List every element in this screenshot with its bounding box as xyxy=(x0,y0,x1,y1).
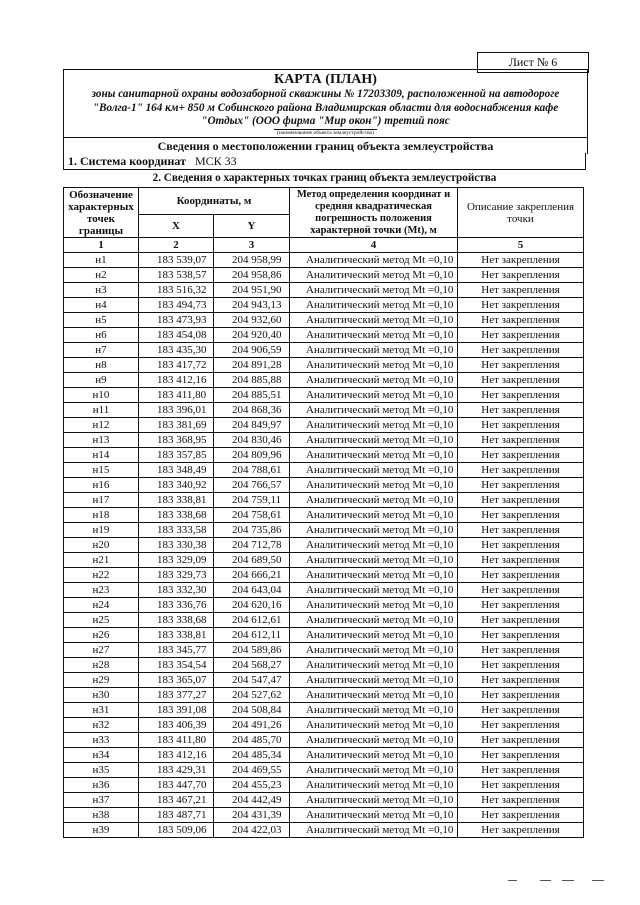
coord-x: 183 340,92 xyxy=(139,478,214,493)
fixation: Нет закрепления xyxy=(458,463,584,478)
fixation: Нет закрепления xyxy=(458,568,584,583)
point-id: н9 xyxy=(64,373,139,388)
table-row xyxy=(64,628,584,643)
method: Аналитический метод Mt =0,10 xyxy=(290,673,458,688)
point-id: н36 xyxy=(64,778,139,793)
boundary-points-table xyxy=(63,187,584,838)
method: Аналитический метод Mt =0,10 xyxy=(290,373,458,388)
table-row xyxy=(64,778,584,793)
method: Аналитический метод Mt =0,10 xyxy=(290,493,458,508)
method: Аналитический метод Mt =0,10 xyxy=(290,658,458,673)
fixation: Нет закрепления xyxy=(458,418,584,433)
table-row xyxy=(64,523,584,538)
method: Аналитический метод Mt =0,10 xyxy=(290,448,458,463)
coord-x: 183 377,27 xyxy=(139,688,214,703)
fixation: Нет закрепления xyxy=(458,748,584,763)
point-id: н7 xyxy=(64,343,139,358)
method: Аналитический метод Mt =0,10 xyxy=(290,403,458,418)
coord-y: 204 758,61 xyxy=(214,508,290,523)
coordinate-system-label: 1. Система координат xyxy=(68,154,186,168)
scan-mark xyxy=(562,880,574,881)
table-row xyxy=(64,403,584,418)
coord-x: 183 329,73 xyxy=(139,568,214,583)
table-row xyxy=(64,748,584,763)
coord-y: 204 643,04 xyxy=(214,583,290,598)
coord-y: 204 612,11 xyxy=(214,628,290,643)
table-row xyxy=(64,583,584,598)
point-id: н12 xyxy=(64,418,139,433)
section-2-title: 2. Сведения о характерных точках границ объекта землеустройства xyxy=(152,172,497,184)
table-row xyxy=(64,388,584,403)
coord-x: 183 487,71 xyxy=(139,808,214,823)
fixation: Нет закрепления xyxy=(458,703,584,718)
coord-y: 204 932,60 xyxy=(214,313,290,328)
subtitle-note: (наименование объекта землеустройства) xyxy=(274,129,377,136)
coord-y: 204 712,78 xyxy=(214,538,290,553)
method: Аналитический метод Mt =0,10 xyxy=(290,718,458,733)
coordinate-system-row xyxy=(63,153,586,170)
method: Аналитический метод Mt =0,10 xyxy=(290,553,458,568)
fixation: Нет закрепления xyxy=(458,448,584,463)
fixation: Нет закрепления xyxy=(458,388,584,403)
coord-y: 204 666,21 xyxy=(214,568,290,583)
point-id: н32 xyxy=(64,718,139,733)
coord-y: 204 759,11 xyxy=(214,493,290,508)
point-id: н10 xyxy=(64,388,139,403)
coord-x: 183 509,06 xyxy=(139,823,214,838)
method: Аналитический метод Mt =0,10 xyxy=(290,568,458,583)
coord-x: 183 539,07 xyxy=(139,253,214,268)
fixation: Нет закрепления xyxy=(458,613,584,628)
point-id: н2 xyxy=(64,268,139,283)
fixation: Нет закрепления xyxy=(458,718,584,733)
point-id: н34 xyxy=(64,748,139,763)
point-id: н4 xyxy=(64,298,139,313)
coord-y: 204 906,59 xyxy=(214,343,290,358)
coord-x: 183 467,21 xyxy=(139,793,214,808)
table-row xyxy=(64,598,584,613)
coord-y: 204 508,84 xyxy=(214,703,290,718)
method: Аналитический метод Mt =0,10 xyxy=(290,328,458,343)
method: Аналитический метод Mt =0,10 xyxy=(290,628,458,643)
method: Аналитический метод Mt =0,10 xyxy=(290,823,458,838)
fixation: Нет закрепления xyxy=(458,373,584,388)
table-row xyxy=(64,568,584,583)
table-row xyxy=(64,253,584,268)
coord-y: 204 958,99 xyxy=(214,253,290,268)
method: Аналитический метод Mt =0,10 xyxy=(290,268,458,283)
point-id: н23 xyxy=(64,583,139,598)
table-row xyxy=(64,493,584,508)
table-row xyxy=(64,733,584,748)
coord-y: 204 422,03 xyxy=(214,823,290,838)
fixation: Нет закрепления xyxy=(458,778,584,793)
coord-x: 183 412,16 xyxy=(139,748,214,763)
table-row xyxy=(64,343,584,358)
coord-y: 204 958,86 xyxy=(214,268,290,283)
fixation: Нет закрепления xyxy=(458,433,584,448)
method: Аналитический метод Mt =0,10 xyxy=(290,763,458,778)
table-row xyxy=(64,823,584,838)
fixation: Нет закрепления xyxy=(458,343,584,358)
coord-y: 204 885,88 xyxy=(214,373,290,388)
fixation: Нет закрепления xyxy=(458,823,584,838)
method: Аналитический метод Mt =0,10 xyxy=(290,358,458,373)
point-id: н5 xyxy=(64,313,139,328)
coord-x: 183 368,95 xyxy=(139,433,214,448)
fixation: Нет закрепления xyxy=(458,793,584,808)
fixation: Нет закрепления xyxy=(458,313,584,328)
table-row xyxy=(64,448,584,463)
coord-y: 204 920,40 xyxy=(214,328,290,343)
method: Аналитический метод Mt =0,10 xyxy=(290,418,458,433)
point-id: н6 xyxy=(64,328,139,343)
table-row xyxy=(64,718,584,733)
coord-x: 183 516,32 xyxy=(139,283,214,298)
coord-x: 183 406,39 xyxy=(139,718,214,733)
coord-y: 204 455,23 xyxy=(214,778,290,793)
table-row xyxy=(64,418,584,433)
method: Аналитический метод Mt =0,10 xyxy=(290,523,458,538)
coord-x: 183 473,93 xyxy=(139,313,214,328)
coord-x: 183 447,70 xyxy=(139,778,214,793)
table-row xyxy=(64,703,584,718)
coord-x: 183 348,49 xyxy=(139,463,214,478)
point-id: н3 xyxy=(64,283,139,298)
point-id: н11 xyxy=(64,403,139,418)
fixation: Нет закрепления xyxy=(458,553,584,568)
fixation: Нет закрепления xyxy=(458,658,584,673)
subtitle-line-3: "Отдых" (ООО фирма "Мир окон") третий пояс xyxy=(201,115,450,127)
coord-x: 183 338,68 xyxy=(139,508,214,523)
method: Аналитический метод Mt =0,10 xyxy=(290,643,458,658)
coord-x: 183 381,69 xyxy=(139,418,214,433)
coord-x: 183 354,54 xyxy=(139,658,214,673)
coord-x: 183 336,76 xyxy=(139,598,214,613)
coord-x: 183 454,08 xyxy=(139,328,214,343)
coord-x: 183 338,81 xyxy=(139,628,214,643)
coord-y: 204 485,34 xyxy=(214,748,290,763)
col-number: 4 xyxy=(290,238,458,253)
method: Аналитический метод Mt =0,10 xyxy=(290,793,458,808)
table-row xyxy=(64,298,584,313)
coord-y: 204 469,55 xyxy=(214,763,290,778)
coord-y: 204 442,49 xyxy=(214,793,290,808)
header-description: Описание закрепления точки xyxy=(458,188,584,238)
point-id: н31 xyxy=(64,703,139,718)
point-id: н33 xyxy=(64,733,139,748)
fixation: Нет закрепления xyxy=(458,673,584,688)
coord-x: 183 435,30 xyxy=(139,343,214,358)
header-x: X xyxy=(139,215,214,238)
coord-y: 204 809,96 xyxy=(214,448,290,463)
point-id: н28 xyxy=(64,658,139,673)
method: Аналитический метод Mt =0,10 xyxy=(290,538,458,553)
scan-mark xyxy=(508,880,517,881)
table-row xyxy=(64,433,584,448)
point-id: н21 xyxy=(64,553,139,568)
fixation: Нет закрепления xyxy=(458,523,584,538)
fixation: Нет закрепления xyxy=(458,328,584,343)
fixation: Нет закрепления xyxy=(458,643,584,658)
coord-y: 204 735,86 xyxy=(214,523,290,538)
coord-x: 183 494,73 xyxy=(139,298,214,313)
fixation: Нет закрепления xyxy=(458,733,584,748)
point-id: н37 xyxy=(64,793,139,808)
fixation: Нет закрепления xyxy=(458,298,584,313)
point-id: н35 xyxy=(64,763,139,778)
coord-y: 204 689,50 xyxy=(214,553,290,568)
method: Аналитический метод Mt =0,10 xyxy=(290,808,458,823)
method: Аналитический метод Mt =0,10 xyxy=(290,463,458,478)
coord-y: 204 485,70 xyxy=(214,733,290,748)
coord-x: 183 338,81 xyxy=(139,493,214,508)
fixation: Нет закрепления xyxy=(458,493,584,508)
method: Аналитический метод Mt =0,10 xyxy=(290,388,458,403)
method: Аналитический метод Mt =0,10 xyxy=(290,613,458,628)
header-point: Обозначение характерных точек границы xyxy=(64,188,139,238)
point-id: н38 xyxy=(64,808,139,823)
sheet-number: Лист № 6 xyxy=(477,52,589,73)
fixation: Нет закрепления xyxy=(458,688,584,703)
fixation: Нет закрепления xyxy=(458,628,584,643)
point-id: н19 xyxy=(64,523,139,538)
scan-mark xyxy=(592,880,604,881)
coord-x: 183 332,30 xyxy=(139,583,214,598)
coord-y: 204 830,46 xyxy=(214,433,290,448)
coord-x: 183 391,08 xyxy=(139,703,214,718)
method: Аналитический метод Mt =0,10 xyxy=(290,508,458,523)
point-id: н25 xyxy=(64,613,139,628)
method: Аналитический метод Mt =0,10 xyxy=(290,253,458,268)
coord-y: 204 868,36 xyxy=(214,403,290,418)
coord-x: 183 429,31 xyxy=(139,763,214,778)
subtitle-line-1: зоны санитарной охраны водозаборной скважины № 17203309, расположенной на автодороге xyxy=(91,88,560,100)
table-row xyxy=(64,373,584,388)
coord-x: 183 333,58 xyxy=(139,523,214,538)
table-row xyxy=(64,313,584,328)
header-coords: Координаты, м xyxy=(139,188,290,215)
coord-y: 204 766,57 xyxy=(214,478,290,493)
fixation: Нет закрепления xyxy=(458,583,584,598)
coord-y: 204 620,16 xyxy=(214,598,290,613)
point-id: н16 xyxy=(64,478,139,493)
coord-x: 183 338,68 xyxy=(139,613,214,628)
method: Аналитический метод Mt =0,10 xyxy=(290,598,458,613)
point-id: н1 xyxy=(64,253,139,268)
fixation: Нет закрепления xyxy=(458,478,584,493)
fixation: Нет закрепления xyxy=(458,538,584,553)
method: Аналитический метод Mt =0,10 xyxy=(290,688,458,703)
coord-y: 204 612,61 xyxy=(214,613,290,628)
subtitle-line-2: "Волга-1" 164 км+ 850 м Собинского района Владимирская области для водоснабжения кафе xyxy=(92,101,559,114)
method: Аналитический метод Mt =0,10 xyxy=(290,478,458,493)
coord-x: 183 411,80 xyxy=(139,733,214,748)
table-row xyxy=(64,808,584,823)
fixation: Нет закрепления xyxy=(458,598,584,613)
col-number: 1 xyxy=(64,238,139,253)
point-id: н26 xyxy=(64,628,139,643)
point-id: н22 xyxy=(64,568,139,583)
method: Аналитический метод Mt =0,10 xyxy=(290,283,458,298)
point-id: н29 xyxy=(64,673,139,688)
coord-y: 204 491,26 xyxy=(214,718,290,733)
table-row xyxy=(64,688,584,703)
point-id: н14 xyxy=(64,448,139,463)
table-row xyxy=(64,643,584,658)
table-row xyxy=(64,613,584,628)
method: Аналитический метод Mt =0,10 xyxy=(290,343,458,358)
coord-y: 204 849,97 xyxy=(214,418,290,433)
table-row xyxy=(64,658,584,673)
table-row xyxy=(64,478,584,493)
fixation: Нет закрепления xyxy=(458,358,584,373)
scan-mark xyxy=(540,880,551,881)
fixation: Нет закрепления xyxy=(458,508,584,523)
coord-x: 183 365,07 xyxy=(139,673,214,688)
coord-y: 204 951,90 xyxy=(214,283,290,298)
method: Аналитический метод Mt =0,10 xyxy=(290,733,458,748)
coord-y: 204 788,61 xyxy=(214,463,290,478)
point-id: н8 xyxy=(64,358,139,373)
table-row xyxy=(64,553,584,568)
table-row xyxy=(64,358,584,373)
method: Аналитический метод Mt =0,10 xyxy=(290,298,458,313)
method: Аналитический метод Mt =0,10 xyxy=(290,703,458,718)
coord-y: 204 527,62 xyxy=(214,688,290,703)
coord-x: 183 345,77 xyxy=(139,643,214,658)
table-row xyxy=(64,328,584,343)
coord-x: 183 357,85 xyxy=(139,448,214,463)
table-row xyxy=(64,283,584,298)
col-number: 5 xyxy=(458,238,584,253)
point-id: н30 xyxy=(64,688,139,703)
coord-y: 204 885,51 xyxy=(214,388,290,403)
table-row xyxy=(64,463,584,478)
coord-x: 183 412,16 xyxy=(139,373,214,388)
method: Аналитический метод Mt =0,10 xyxy=(290,583,458,598)
point-id: н15 xyxy=(64,463,139,478)
header-y: Y xyxy=(214,215,290,238)
table-row xyxy=(64,673,584,688)
coord-x: 183 411,80 xyxy=(139,388,214,403)
method: Аналитический метод Mt =0,10 xyxy=(290,748,458,763)
coord-y: 204 589,86 xyxy=(214,643,290,658)
header-method: Метод определения координат и средняя квадратическая погрешность положения характерной точки (Mt), м xyxy=(290,188,458,238)
fixation: Нет закрепления xyxy=(458,808,584,823)
point-id: н39 xyxy=(64,823,139,838)
document-title: КАРТА (ПЛАН) xyxy=(274,72,377,87)
coord-y: 204 431,39 xyxy=(214,808,290,823)
point-id: н13 xyxy=(64,433,139,448)
fixation: Нет закрепления xyxy=(458,283,584,298)
coord-x: 183 330,38 xyxy=(139,538,214,553)
col-number: 2 xyxy=(139,238,214,253)
coord-y: 204 943,13 xyxy=(214,298,290,313)
col-number: 3 xyxy=(214,238,290,253)
table-row xyxy=(64,763,584,778)
coord-y: 204 547,47 xyxy=(214,673,290,688)
table-row xyxy=(64,268,584,283)
fixation: Нет закрепления xyxy=(458,268,584,283)
point-id: н24 xyxy=(64,598,139,613)
method: Аналитический метод Mt =0,10 xyxy=(290,433,458,448)
fixation: Нет закрепления xyxy=(458,253,584,268)
fixation: Нет закрепления xyxy=(458,403,584,418)
table-row xyxy=(64,508,584,523)
coord-x: 183 329,09 xyxy=(139,553,214,568)
point-id: н27 xyxy=(64,643,139,658)
coord-y: 204 568,27 xyxy=(214,658,290,673)
coord-x: 183 417,72 xyxy=(139,358,214,373)
method: Аналитический метод Mt =0,10 xyxy=(290,313,458,328)
method: Аналитический метод Mt =0,10 xyxy=(290,778,458,793)
fixation: Нет закрепления xyxy=(458,763,584,778)
coord-x: 183 538,57 xyxy=(139,268,214,283)
coord-y: 204 891,28 xyxy=(214,358,290,373)
section-1-title: Сведения о местоположении границ объекта землеустройства xyxy=(64,137,587,154)
coord-x: 183 396,01 xyxy=(139,403,214,418)
point-id: н18 xyxy=(64,508,139,523)
point-id: н20 xyxy=(64,538,139,553)
coordinate-system-value: МСК 33 xyxy=(194,154,237,168)
point-id: н17 xyxy=(64,493,139,508)
table-row xyxy=(64,793,584,808)
table-row xyxy=(64,538,584,553)
document-header xyxy=(63,69,588,154)
